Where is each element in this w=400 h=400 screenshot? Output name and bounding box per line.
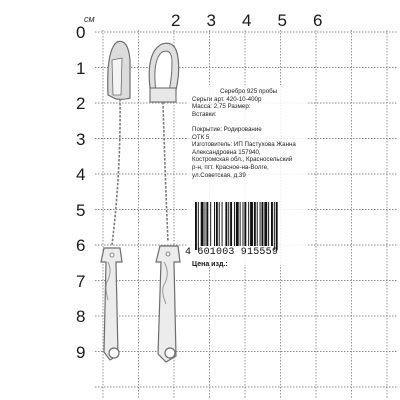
barcode-bar [250,202,253,246]
barcode-bar [244,202,246,246]
barcode-bar [264,202,267,246]
barcode-bar [234,202,235,246]
barcode-bar [254,202,256,246]
tag-line: Покрытие: Родирование [192,125,262,133]
ruler-left-number: 6 [76,236,86,255]
barcode-bar [205,202,206,246]
barcode-bar [268,202,269,246]
barcode-bar [274,202,275,250]
barcode-bar [260,202,261,246]
ruler-left-number: 0 [76,23,86,42]
barcode-bar [206,202,208,246]
ruler-left-number: 5 [76,200,86,220]
barcode-bar [222,202,223,246]
tag-line: р-н, пгт. Красное-на-Волге, [192,163,269,171]
barcode-bar [201,202,204,246]
ruler-top-number: 6 [313,11,323,30]
barcode-bar [243,202,244,246]
barcode-bar [236,202,239,246]
ruler-left-number: 3 [76,129,86,149]
barcode-bar [198,202,199,250]
ruler-left-number: 2 [76,94,86,113]
ruler-top-number: 5 [277,11,287,30]
tag-text-block [192,88,392,179]
ruler-left-number: 4 [76,165,86,184]
barcode-bar [225,202,227,246]
ruler-top-number: 3 [206,11,216,30]
tag-line: Масса: 2,75 Размер: [192,103,251,111]
barcode-bar [248,202,249,246]
tag-line: Александровна 157940, [192,148,261,156]
ruler-left-number: 7 [76,271,86,291]
barcode-bar [214,202,215,246]
tag-line: Изготовитель: ИП Пастухова Жанна [192,141,296,149]
ruler-left-number: 1 [76,58,86,78]
tag-line: ул.Советская, д.39 [192,171,246,179]
ruler-left-number: 8 [76,307,86,326]
barcode-bar [271,202,273,246]
tag-line: Вставки: [192,110,217,118]
barcode-bar [276,202,278,250]
ruler-left-number: 9 [76,342,86,362]
barcode-bar [219,202,220,246]
ruler-unit-label: см [84,14,95,24]
tag-line: Серебро 925 пробы [220,88,278,95]
barcode-image [195,202,278,250]
barcode-bar [216,202,218,246]
tag-line: Костромская обл., Красносельский [192,156,293,164]
barcode-bar [230,202,232,246]
ruler-top-number: 2 [171,11,181,30]
barcode-bar [240,202,241,246]
ruler-top-number: 4 [242,11,252,30]
tag-line [192,118,392,126]
barcode-bar [262,202,264,246]
barcode-bar [257,202,258,246]
barcode-number: 4 601003 915559 [185,247,279,258]
barcode-bar [228,202,229,246]
tag-line: ОТК 5 [192,133,210,141]
tag-line: Серьги арт. 420-10-400р [192,95,262,103]
price-label: Цена изд.: [192,261,228,268]
barcode-bar [195,202,197,250]
barcode-bar [210,202,211,246]
